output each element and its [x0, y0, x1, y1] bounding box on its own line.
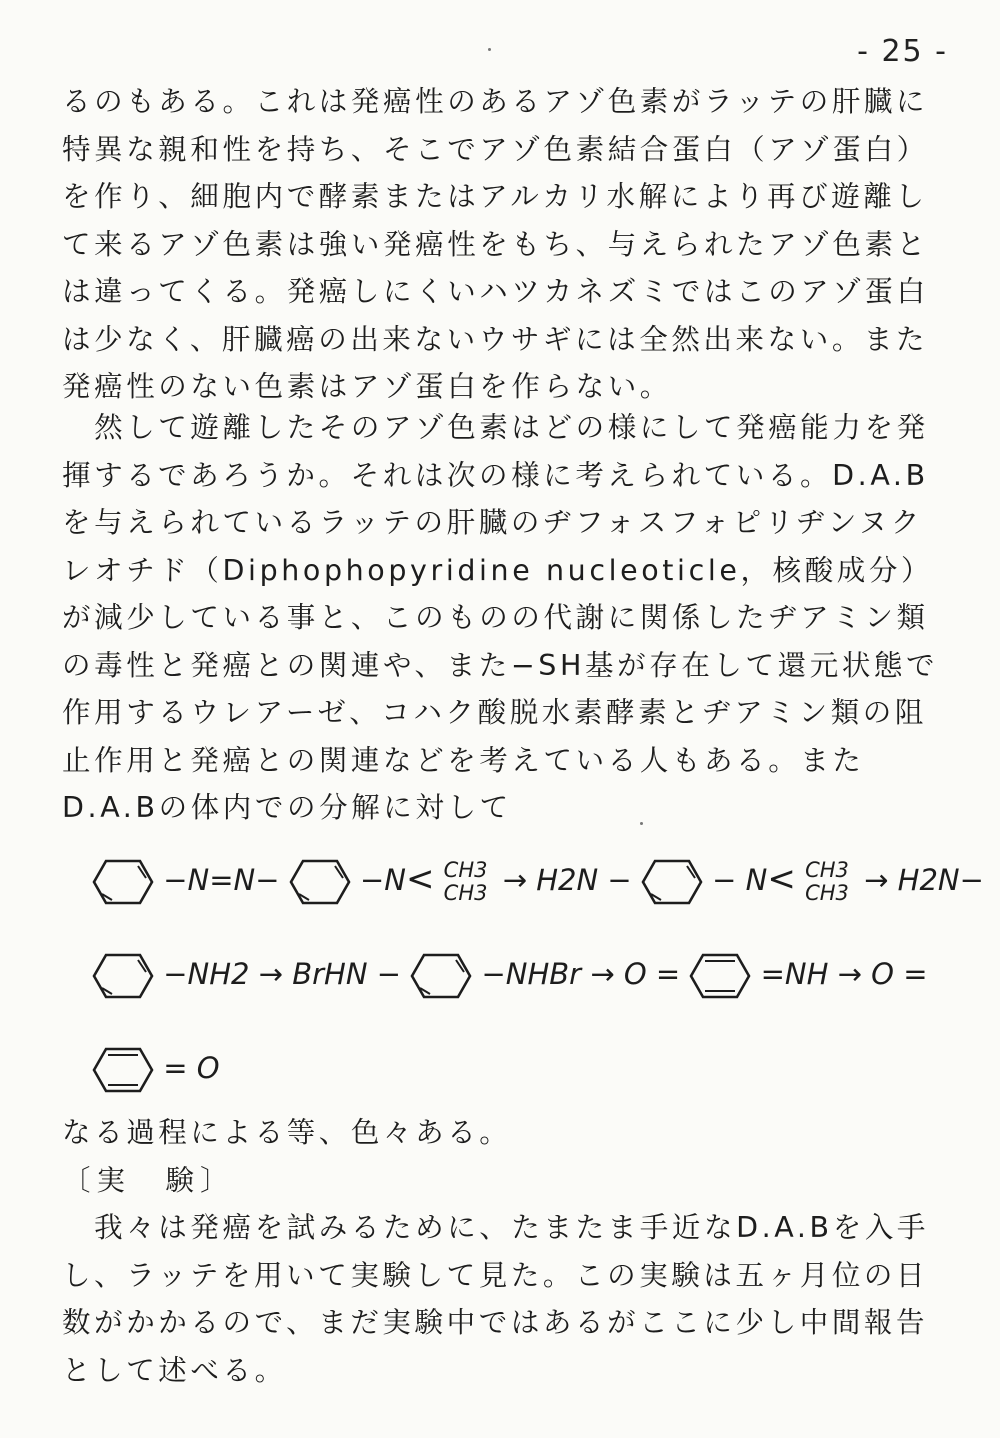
methyl-bottom: CH3	[443, 881, 488, 905]
formula-line-3	[92, 1046, 220, 1094]
scan-speck	[488, 48, 491, 51]
scan-speck	[640, 822, 643, 825]
benzene-ring-icon	[92, 858, 154, 906]
amine-n-2: − N	[712, 863, 768, 897]
amine-n: −N	[359, 863, 406, 897]
reaction-step-5: =NH → O =	[760, 957, 928, 991]
reaction-step-1: → H2N −	[502, 863, 632, 897]
dimethyl-stack-2	[805, 859, 849, 905]
branch-bracket-icon: <	[405, 859, 435, 899]
benzene-ring-icon	[92, 952, 154, 1000]
methyl-top: CH3	[443, 858, 488, 882]
section-heading: 〔実 験〕	[62, 1164, 235, 1197]
paragraph-1: るのもある。これは発癌性のあるアゾ色素がラッテの肝臓に特異な親和性を持ち、そこでアゾ色素結合蛋白（アゾ蛋白）を作り、細胞内で酵素またはアルカリ水解により再び遊離して来るアゾ色素は強い発癌性をもち、与えられたアゾ色素とは違ってくる。発癌しにくいハツカネズミではこのアゾ蛋白は少なく、肝臓癌の出来ないウサギには全然出来ない。また発癌性のない色素はアゾ蛋白を作らない。	[62, 85, 929, 403]
branch-bracket-icon: <	[767, 859, 796, 899]
paragraph-2: 然して遊離したそのアゾ色素はどの様にして発癌能力を発揮するであろうか。それは次の様に考えられている。D.A.Bを与えられているラッテの肝臓のヂフォスフォピリヂンヌクレオチド（Diphophopyridine nucleoticle，核酸成分）が減少している事と、このものの代謝に関係したヂアミン類の毒性と発癌との関連や、また−SH基が存在して還元状態で作用するウレアーゼ、コハク酸脱水素酵素とヂアミン類の阻止作用と発癌との関連などを考えている人もある。またD.A.Bの体内での分解に対して	[62, 411, 939, 824]
paragraph-3: 我々は発癌を試みるために、たまたま手近なD.A.Bを入手し、ラッテを用いて実験して見た。この実験は五ヶ月位の日数がかかるので、まだ実験中ではあるがここに少し中間報告として述べる。	[62, 1211, 930, 1387]
benzene-ring-icon	[641, 858, 703, 906]
azo-group: −N=N−	[163, 863, 280, 897]
methyl-bottom: CH3	[805, 881, 849, 905]
formula-conclusion: なる過程による等、色々ある。	[62, 1116, 512, 1149]
quinone-end: = O	[163, 1051, 220, 1085]
methyl-top: CH3	[805, 858, 849, 882]
reaction-step-4: −NHBr → O =	[481, 957, 681, 991]
formula-line-2	[92, 952, 928, 1000]
dimethyl-stack	[444, 859, 488, 905]
benzene-ring-icon	[289, 858, 351, 906]
reaction-step-3: −NH2 → BrHN −	[163, 957, 402, 991]
reaction-step-2: → H2N−	[864, 863, 984, 897]
formula-line-1	[92, 858, 984, 906]
quinone-ring-icon	[92, 1046, 154, 1094]
benzene-ring-icon	[410, 952, 472, 1000]
quinone-ring-icon	[689, 952, 751, 1000]
page-number: - 25 -	[857, 34, 948, 69]
